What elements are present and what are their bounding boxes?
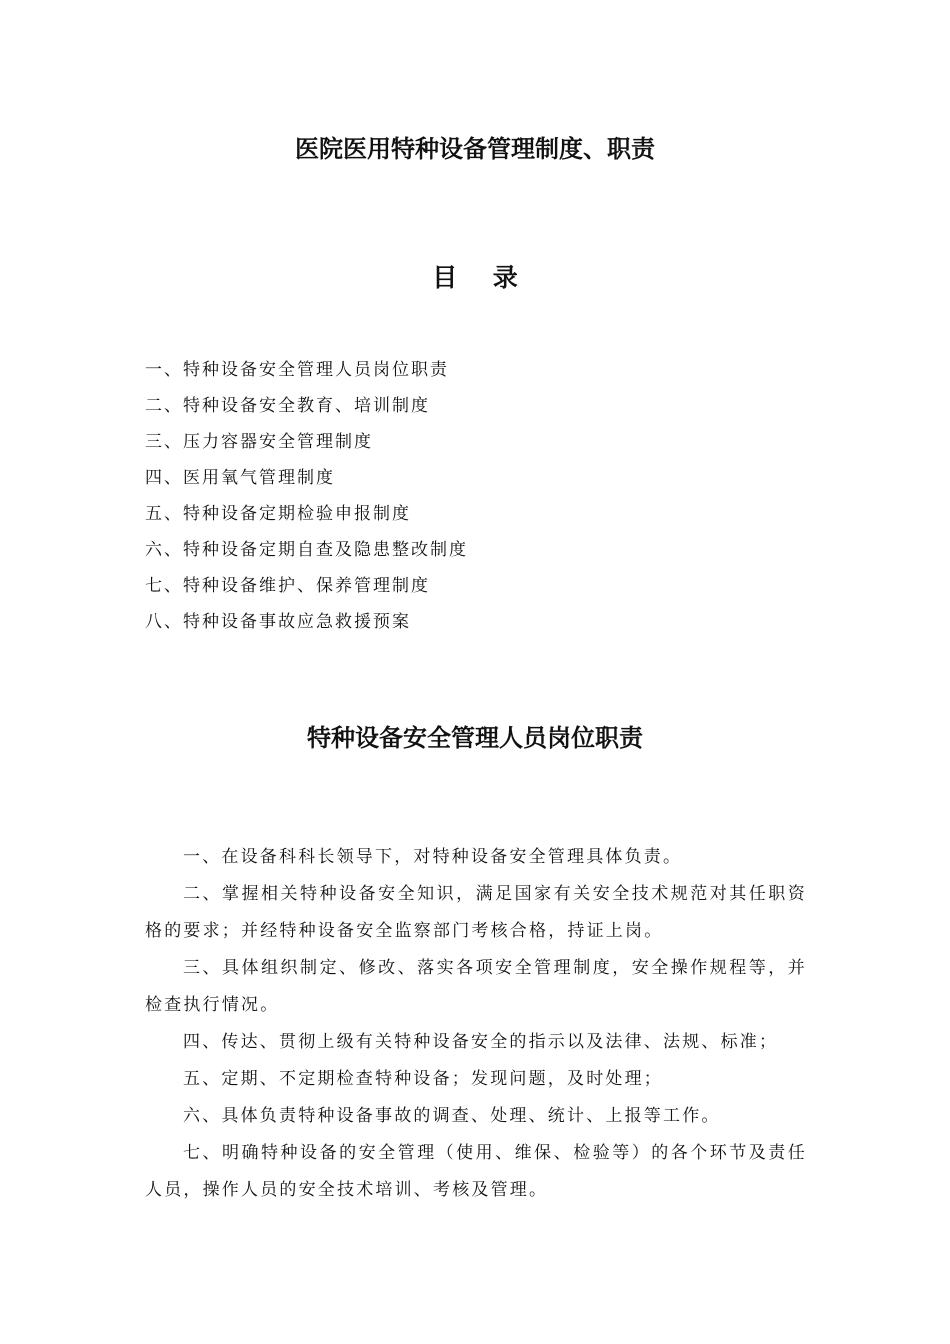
section-body	[145, 839, 807, 1209]
toc-heading	[0, 260, 950, 296]
toc-item: 四、医用氧气管理制度	[145, 468, 335, 488]
body-paragraph: 五、定期、不定期检查特种设备；发现问题，及时处理；	[183, 1069, 663, 1089]
document-title: 医院医用特种设备管理制度、职责	[295, 134, 655, 163]
toc-item: 七、特种设备维护、保养管理制度	[145, 576, 430, 596]
toc-item: 五、特种设备定期检验申报制度	[145, 504, 411, 524]
body-paragraph: 四、传达、贯彻上级有关特种设备安全的指示以及法律、法规、标准；	[183, 1032, 779, 1052]
toc-item: 八、特种设备事故应急救援预案	[145, 612, 411, 632]
body-paragraph: 三、具体组织制定、修改、落实各项安全管理制度，安全操作规程等，并检查执行情况。	[145, 958, 807, 1015]
body-paragraph: 一、在设备科科长领导下，对特种设备安全管理具体负责。	[183, 847, 683, 867]
body-paragraph: 六、具体负责特种设备事故的调查、处理、统计、上报等工作。	[183, 1106, 721, 1126]
body-paragraph: 二、掌握相关特种设备安全知识，满足国家有关安全技术规范对其任职资格的要求；并经特种设备安全监察部门考核合格，持证上岗。	[145, 884, 807, 941]
toc-list	[145, 352, 468, 640]
toc-item: 一、特种设备安全管理人员岗位职责	[145, 360, 449, 380]
section-title: 特种设备安全管理人员岗位职责	[307, 723, 643, 752]
toc-item: 六、特种设备定期自查及隐患整改制度	[145, 540, 468, 560]
toc-item: 三、压力容器安全管理制度	[145, 432, 373, 452]
toc-heading-char-1: 目	[432, 263, 458, 292]
toc-item: 二、特种设备安全教育、培训制度	[145, 396, 430, 416]
body-paragraph: 七、明确特种设备的安全管理（使用、维保、检验等）的各个环节及责任人员，操作人员的安全技术培训、考核及管理。	[145, 1143, 807, 1200]
toc-heading-char-2: 录	[492, 263, 518, 292]
